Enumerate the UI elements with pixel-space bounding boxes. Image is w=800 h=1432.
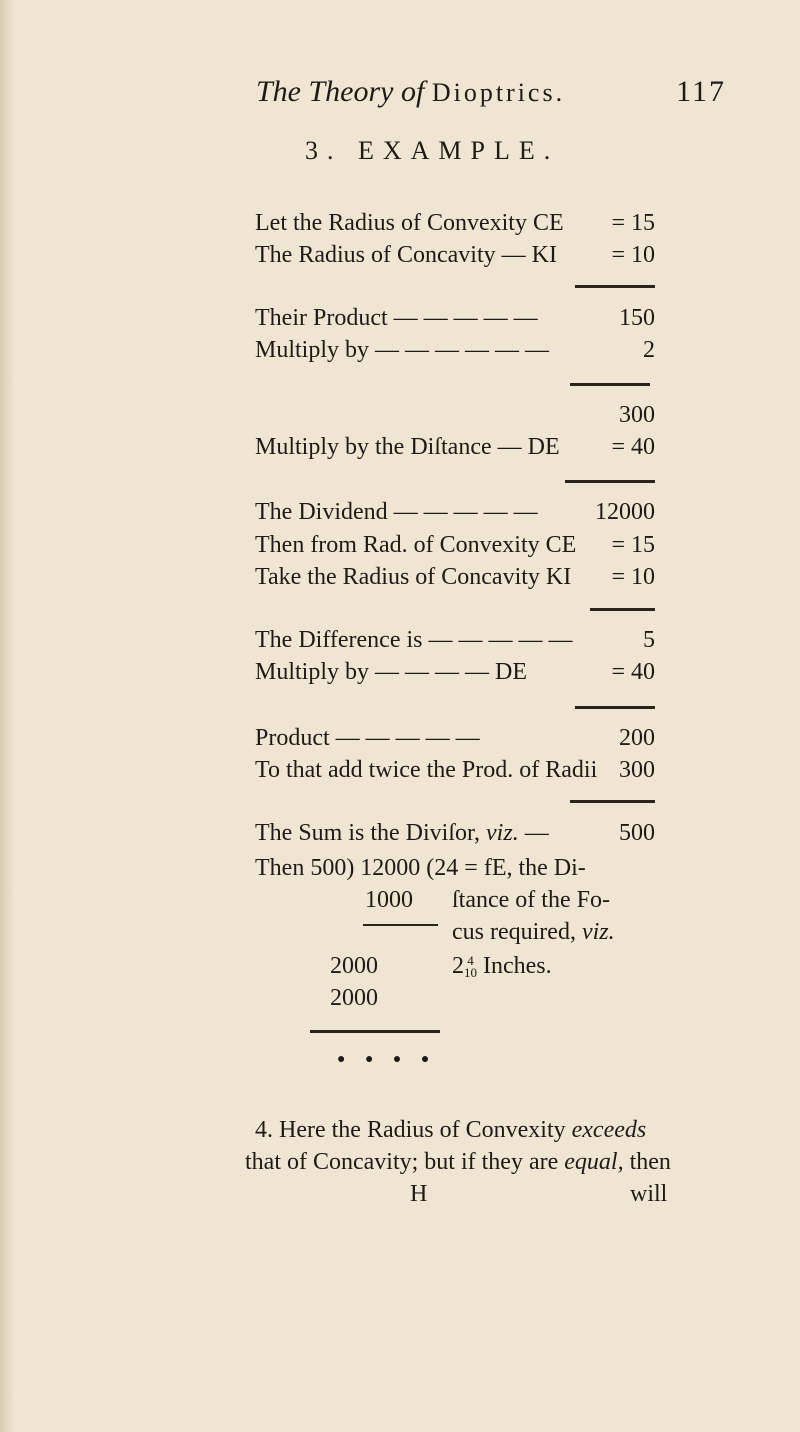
working-value: 1000 (365, 887, 413, 913)
division-text: ſtance of the Fo- (452, 887, 610, 913)
calc-row (255, 302, 655, 334)
row-value: 200 (619, 725, 655, 751)
result-fraction (464, 955, 477, 979)
paragraph-text: 4. Here the Radius of Convexity (255, 1117, 566, 1143)
division-line-1 (255, 852, 655, 884)
row-label: Their Product — — — — — (255, 305, 538, 331)
rule (310, 1030, 440, 1033)
calc-row (255, 656, 655, 688)
row-value: = 10 (611, 564, 655, 590)
row-label: The Radius of Concavity — KI (255, 242, 557, 268)
row-label: Let the Radius of Convexity CE (255, 210, 564, 236)
row-value: 300 (619, 402, 655, 428)
paragraph-line-1 (255, 1114, 715, 1146)
calc-row (255, 817, 655, 849)
rule (363, 924, 438, 926)
rule (575, 706, 655, 709)
row-value: 500 (619, 820, 655, 846)
row-label: Then from Rad. of Convexity CE (255, 532, 577, 558)
calc-row (255, 207, 655, 239)
fraction-numerator: 4 (467, 953, 474, 969)
viz-italic: viz. (581, 919, 615, 945)
row-label: Take the Radius of Concavity KI (255, 564, 572, 590)
calc-row (255, 239, 655, 271)
working-value: 2000 (330, 985, 378, 1011)
fraction-denominator: 10 (464, 965, 477, 981)
row-label: Multiply by — — — — DE (255, 659, 528, 685)
division-line-5 (330, 982, 630, 1014)
rule (570, 800, 655, 803)
ornament: ● ● ● ● (337, 1052, 438, 1067)
paragraph-italic: exceeds (571, 1117, 647, 1143)
page-number: 117 (676, 75, 726, 108)
row-label: The Dividend — — — — — (255, 499, 538, 525)
row-value: 150 (619, 305, 655, 331)
calc-row (255, 624, 655, 656)
calc-row (255, 561, 655, 593)
calc-row (255, 722, 655, 754)
division-text: cus required, (452, 919, 576, 945)
division-text: Then 500) 12000 (24 = fE, the Di- (255, 855, 586, 881)
row-label: The Difference is — — — — — (255, 627, 573, 653)
paragraph-text: that of Concavity; but if they are (245, 1149, 559, 1175)
calc-row (255, 529, 655, 561)
header-title-italic: The Theory of (256, 75, 425, 108)
rule (570, 383, 650, 386)
section-title: 3. EXAMPLE. (305, 136, 560, 165)
row-value: 5 (643, 627, 655, 653)
result-unit: Inches. (483, 953, 552, 979)
division-line-3 (452, 916, 702, 948)
row-value: 2 (643, 337, 655, 363)
row-label: To that add twice the Prod. of Radii (255, 757, 598, 783)
result-whole: 2 (452, 953, 464, 979)
paragraph-text: then (629, 1149, 671, 1175)
page-gutter (0, 0, 14, 1432)
row-value: = 40 (611, 659, 655, 685)
row-label: Product — — — — — (255, 725, 480, 751)
row-value: = 15 (611, 532, 655, 558)
row-label: Multiply by — — — — — — (255, 337, 550, 363)
calc-row (255, 754, 655, 786)
running-header (256, 72, 726, 113)
header-title-caps: Dioptrics. (431, 78, 566, 107)
row-value: = 15 (611, 210, 655, 236)
paragraph-italic: equal, (564, 1149, 624, 1175)
calc-row (255, 399, 655, 431)
row-label: The Sum is the Diviſor, viz. — (255, 820, 549, 846)
calc-row (255, 334, 655, 366)
row-label: Multiply by the Diſtance — DE (255, 434, 560, 460)
calc-row (255, 431, 655, 463)
row-value: 12000 (595, 499, 655, 525)
calc-row (255, 496, 655, 528)
row-value: = 10 (611, 242, 655, 268)
rule (590, 608, 655, 611)
rule (565, 480, 655, 483)
catchword: will (630, 1181, 668, 1207)
division-line-2 (365, 884, 665, 916)
row-value: 300 (619, 757, 655, 783)
paragraph-line-3 (410, 1178, 710, 1210)
paragraph-line-2 (245, 1146, 715, 1178)
row-value: = 40 (611, 434, 655, 460)
rule (575, 285, 655, 288)
working-value: 2000 (330, 953, 378, 979)
division-line-4 (330, 950, 630, 982)
signature-mark: H (410, 1181, 428, 1207)
